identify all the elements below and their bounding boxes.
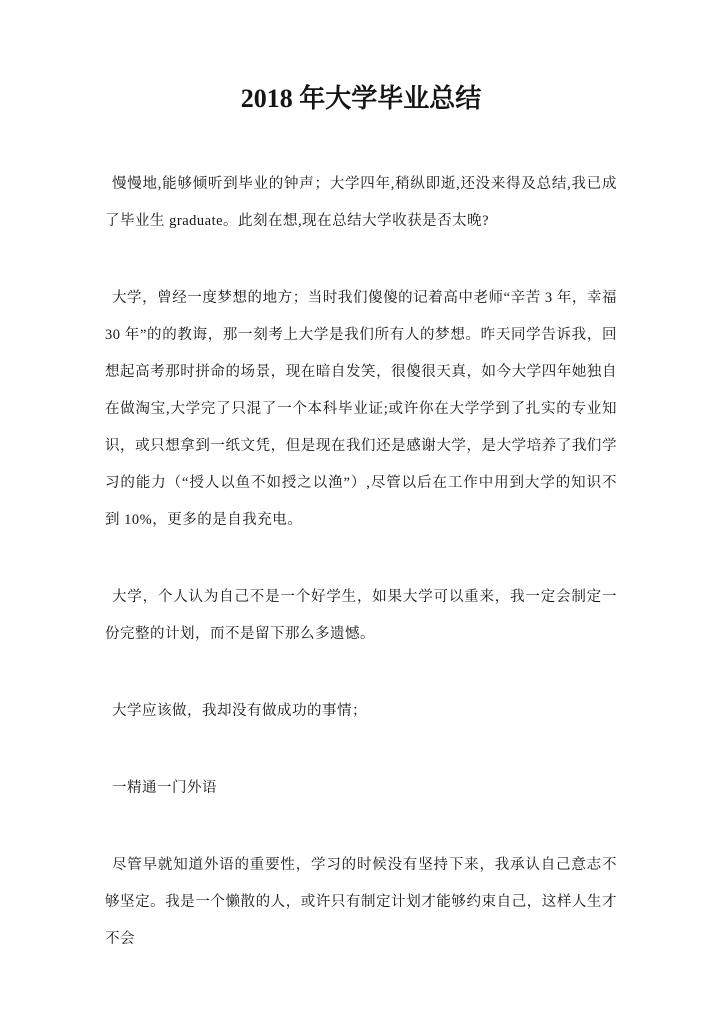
paragraph-should-have-done: 大学应该做，我却没有做成功的事情； [112, 703, 367, 719]
paragraph-regret-plan: 大学，个人认为自己不是一个好学生，如果大学可以重来，我一定会制定一份完整的计划，而不是留下那么多遗憾。 [105, 589, 617, 642]
paragraph-intro: 慢慢地,能够倾听到毕业的钟声；大学四年,稍纵即逝,还没来得及总结,我已成了毕业生 graduate。此刻在想,现在总结大学收获是否太晚? [105, 176, 617, 229]
paragraph-foreign-language-detail: 尽管早就知道外语的重要性，学习的时候没有坚持下来，我承认自己意志不够坚定。我是一个懒散的人，或许只有制定计划才能够约束自己，这样人生才不会 [105, 857, 617, 947]
paragraph-university-dream: 大学，曾经一度梦想的地方；当时我们傻傻的记着高中老师“辛苦 3 年，幸福 30 年”的的教诲，那一刻考上大学是我们所有人的梦想。昨天同学告诉我，回想起高考那时拼命的场景，现在暗自发笑，很傻很天真，如今大学四年她独自在做淘宝,大学完了只混了一个本科毕业证;或许你在大学学到了扎实的专业知识，或只想拿到一纸文凭，但是现在我们还是感谢大学，是大学培养了我们学习的能力（“授人以鱼不如授之以渔”）,尽管以后在工作中用到大学的知识不到 10%，更多的是自我充电。 [105, 290, 617, 528]
document-content [105, 0, 617, 958]
paragraph-foreign-language-heading: 一精通一门外语 [112, 780, 217, 796]
document-title: 2018 年大学毕业总结 [240, 84, 482, 113]
